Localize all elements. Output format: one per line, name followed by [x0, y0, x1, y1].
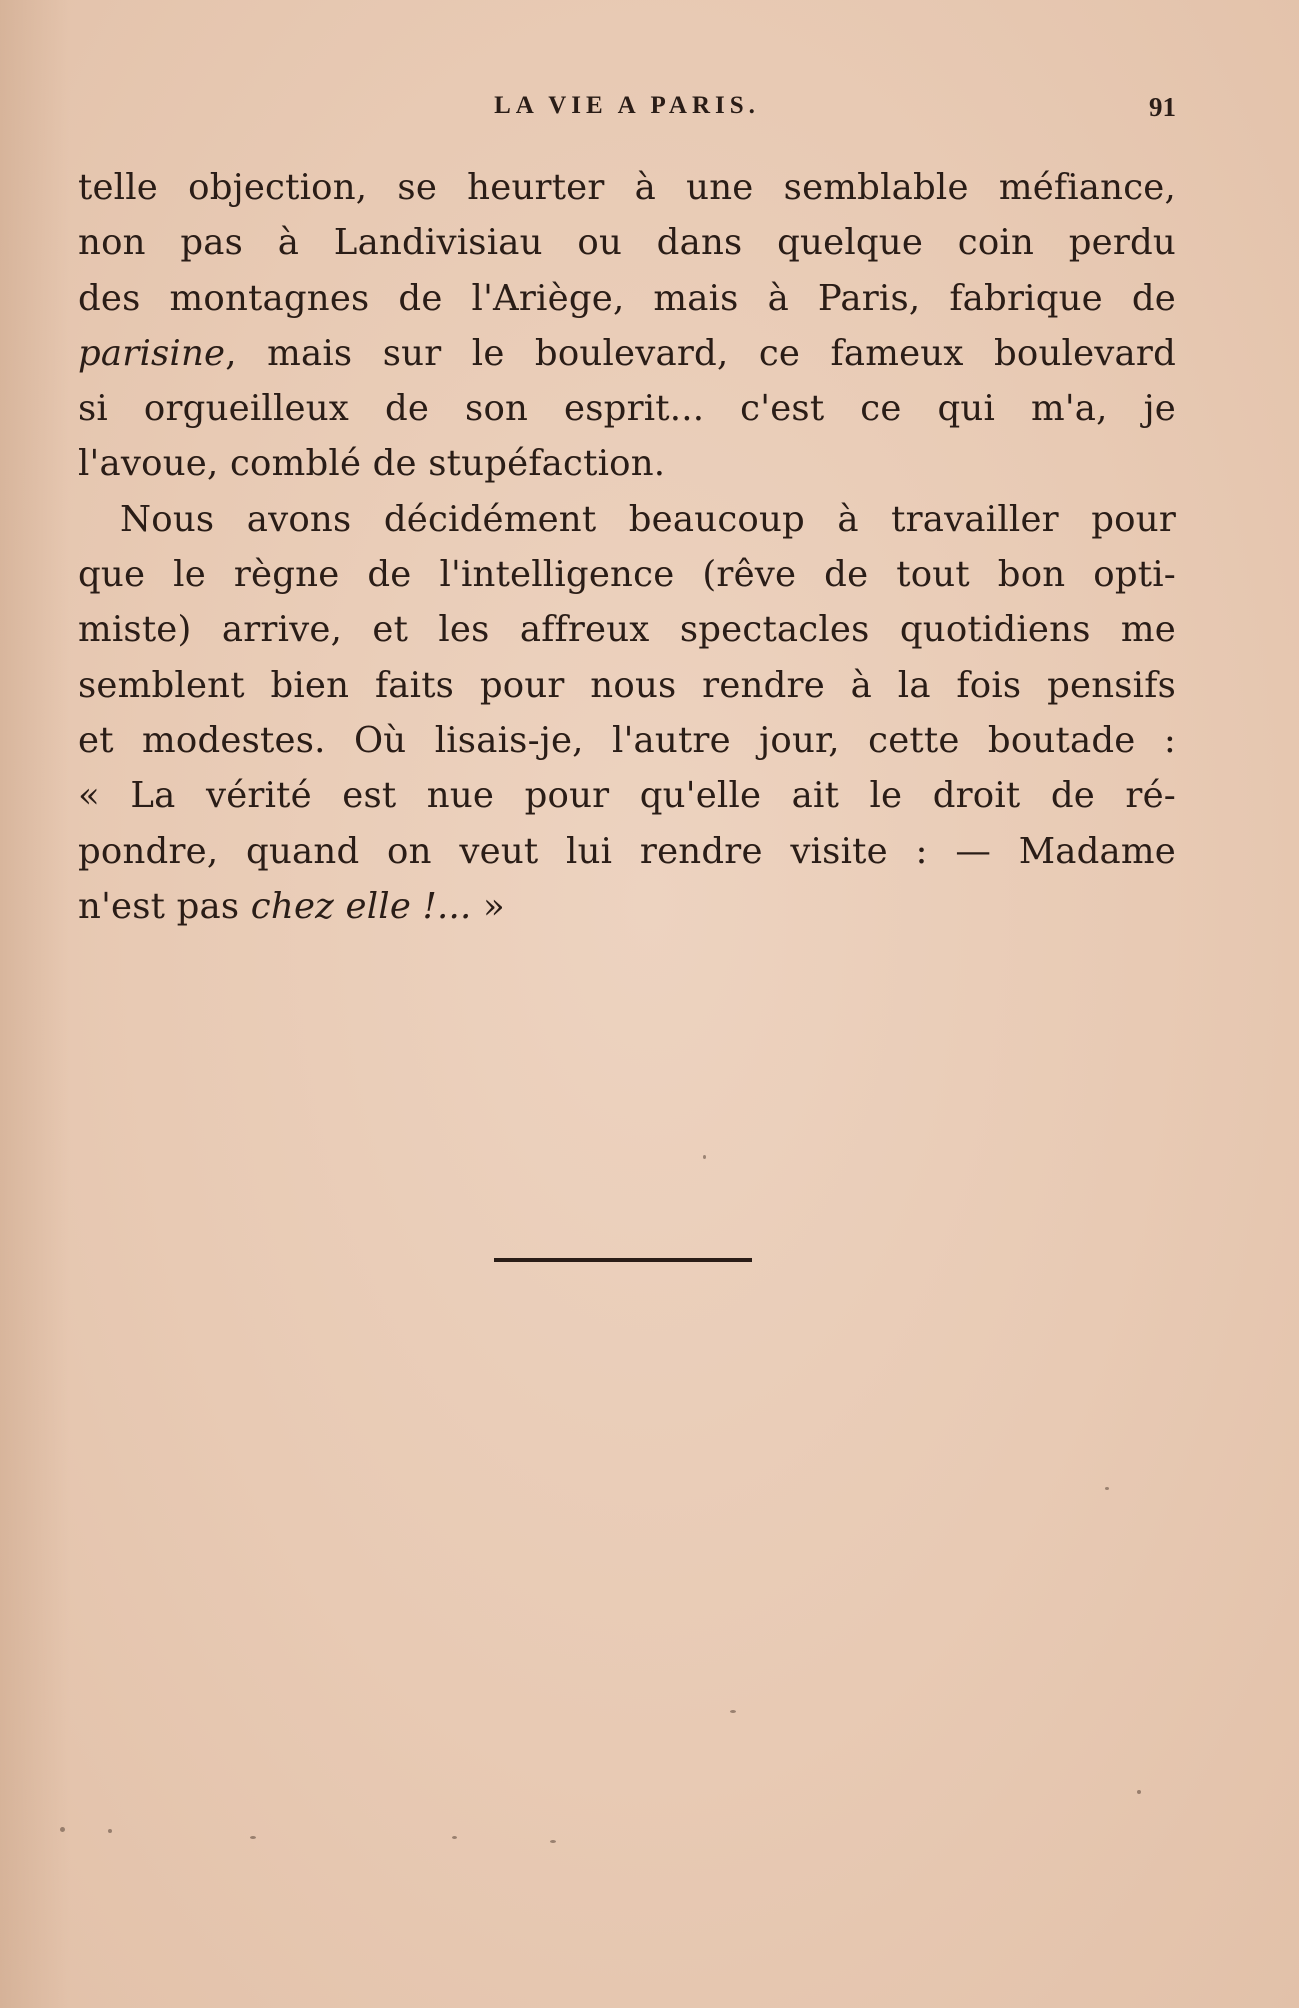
text-line [78, 436, 1176, 491]
text-segment: des montagnes de l'Ariège, mais à Paris, fabrique de [78, 277, 1176, 319]
text-segment: miste) arrive, et les affreux spectacles quotidiens me [78, 609, 1176, 651]
section-end-rule [494, 1258, 752, 1262]
paper-speck [550, 1840, 556, 1843]
text-segment: si orgueilleux de son esprit... c'est ce qui m'a, je [78, 388, 1176, 430]
text-line [78, 768, 1176, 823]
paper-speck [108, 1829, 112, 1833]
running-head [78, 92, 1176, 132]
text-segment: Nous avons décidément beaucoup à travailler pour [120, 498, 1176, 540]
running-title: LA VIE A PARIS. [494, 92, 760, 119]
text-line [78, 215, 1176, 270]
text-line [78, 160, 1176, 215]
text-segment: telle objection, se heurter à une semblable méfiance, [78, 167, 1176, 208]
italic-text: parisine [78, 332, 226, 374]
text-line [78, 547, 1176, 602]
text-segment: , mais sur le boulevard, ce fameux boulevard [225, 332, 1176, 374]
paper-speck [60, 1827, 65, 1832]
paper-speck [452, 1836, 457, 1839]
text-segment: l'avoue, comblé de stupéfaction. [78, 443, 666, 485]
text-segment: et modestes. Où lisais-je, l'autre jour, cette boutade : [78, 719, 1176, 761]
binding-shadow [0, 0, 70, 2008]
page-number: 91 [1149, 92, 1176, 122]
text-line [78, 492, 1176, 547]
text-line [78, 271, 1176, 326]
paper-speck [1105, 1487, 1109, 1490]
text-line [78, 326, 1176, 381]
text-segment: semblent bien faits pour nous rendre à la fois pensifs [78, 664, 1176, 706]
paper-speck [703, 1155, 706, 1159]
text-line [78, 658, 1176, 713]
text-segment: n'est pas [78, 885, 251, 927]
text-line [78, 713, 1176, 768]
text-segment: non pas à Landivisiau ou dans quelque coin perdu [78, 222, 1176, 264]
text-line [78, 824, 1176, 879]
italic-text: chez elle !... [250, 885, 472, 927]
text-segment: » [471, 885, 505, 927]
paper-speck [730, 1710, 736, 1713]
text-line [78, 879, 1176, 934]
text-line [78, 602, 1176, 657]
body-text [78, 160, 1176, 934]
text-segment: que le règne de l'intelligence (rêve de tout bon opti- [78, 554, 1176, 596]
text-line [78, 381, 1176, 436]
paper-speck [1137, 1790, 1141, 1794]
paper-speck [250, 1836, 256, 1839]
text-segment: « La vérité est nue pour qu'elle ait le droit de ré- [78, 775, 1176, 817]
text-segment: pondre, quand on veut lui rendre visite : — Madame [78, 830, 1176, 872]
